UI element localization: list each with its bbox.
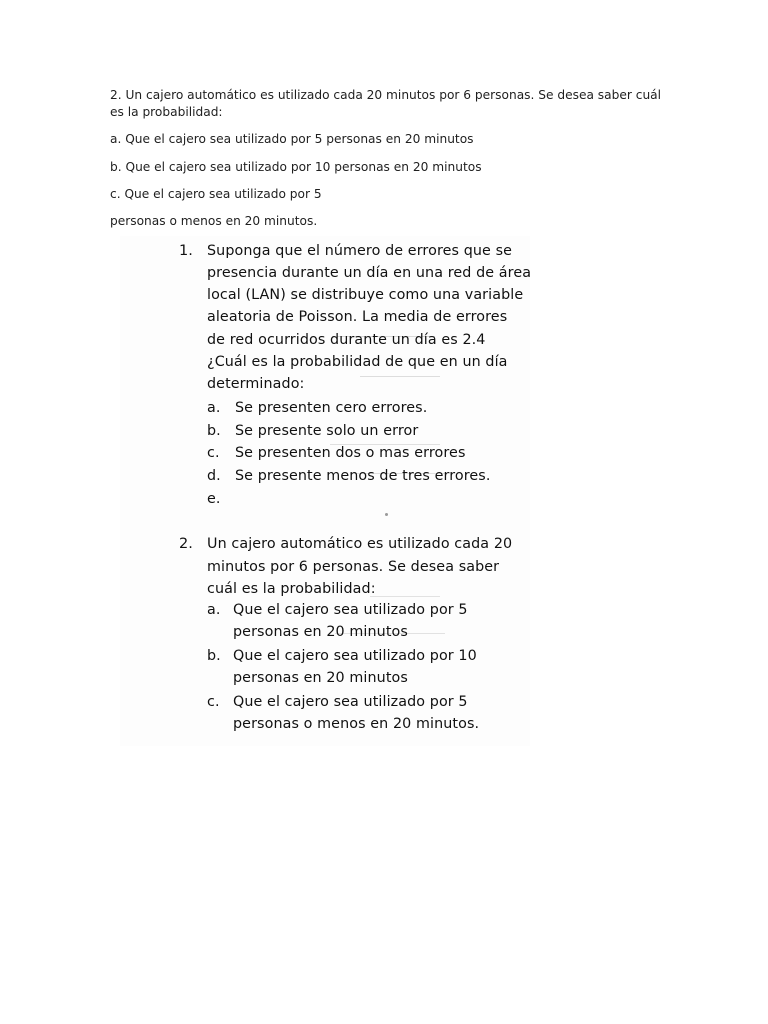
problem1-item-letter: a. xyxy=(207,400,221,416)
typed-item-c-line2: personas o menos en 20 minutos. xyxy=(110,214,318,228)
problem1-line: aleatoria de Poisson. La media de errores xyxy=(207,309,508,325)
problem1-line: local (LAN) se distribuye como una variable xyxy=(207,287,524,303)
problem2-line: Un cajero automático es utilizado cada 20 xyxy=(207,536,513,552)
problem2-item-letter: a. xyxy=(207,602,221,618)
problem2-number: 2. xyxy=(179,536,193,552)
typed-intro-paragraph: 2. Un cajero automático es utilizado cada 20 minutos por 6 personas. Se desea saber cuál es la probabilidad: xyxy=(110,88,662,119)
problem2-item-letter: c. xyxy=(207,694,220,710)
problem1-item-letter: d. xyxy=(207,468,221,484)
bleed-through-mark xyxy=(370,584,440,597)
problem1-item-letter: b. xyxy=(207,423,221,439)
problem2-line: minutos por 6 personas. Se desea saber xyxy=(207,559,500,575)
typed-item-b: b. Que el cajero sea utilizado por 10 personas en 20 minutos xyxy=(110,160,482,174)
speck-mark xyxy=(385,513,388,516)
problem2-item-text: personas en 20 minutos xyxy=(233,624,408,640)
problem1-item-text: Se presente solo un error xyxy=(235,423,419,439)
problem2-item-text: personas en 20 minutos xyxy=(233,670,408,686)
problem1-item-text: Se presente menos de tres errores. xyxy=(235,468,491,484)
problem1-item-letter: e. xyxy=(207,491,221,507)
problem2-line: cuál es la probabilidad: xyxy=(207,581,376,597)
problem2-item-text: Que el cajero sea utilizado por 10 xyxy=(233,648,477,664)
problem2-item-text: Que el cajero sea utilizado por 5 xyxy=(233,694,468,710)
problem1-line: Suponga que el número de errores que se xyxy=(207,243,513,259)
typed-item-a: a. Que el cajero sea utilizado por 5 personas en 20 minutos xyxy=(110,132,474,146)
problem1-line: determinado: xyxy=(207,376,305,392)
problem1-item-text: Se presenten cero errores. xyxy=(235,400,428,416)
problem1-number: 1. xyxy=(179,243,193,259)
typed-item-c-line1: c. Que el cajero sea utilizado por 5 xyxy=(110,187,322,201)
problem1-item-letter: c. xyxy=(207,445,220,461)
problem2-item-letter: b. xyxy=(207,648,221,664)
problem1-line: de red ocurridos durante un día es 2.4 xyxy=(207,332,486,348)
problem2-item-text: personas o menos en 20 minutos. xyxy=(233,716,480,732)
problem1-line: ¿Cuál es la probabilidad de que en un día xyxy=(207,354,508,370)
problem1-item-text: Se presenten dos o mas errores xyxy=(235,445,466,461)
problem1-line: presencia durante un día en una red de área xyxy=(207,265,532,281)
problem2-item-text: Que el cajero sea utilizado por 5 xyxy=(233,602,468,618)
